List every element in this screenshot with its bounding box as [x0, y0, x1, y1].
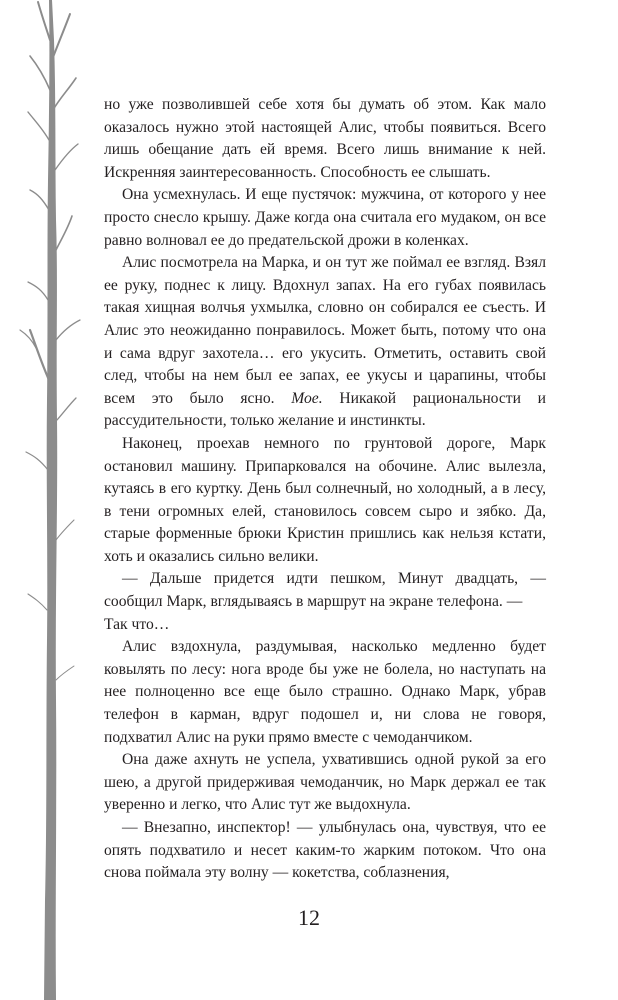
paragraph: [104, 636, 546, 749]
paragraph-text: Наконец, проехав немного по грунтовой дороге, Марк остановил машину. Припарковался на обочине. Алис вылезла, кутаясь в его куртку. День был солнечный, но холодный, а в лесу, в тени огромных елей, становилось совсем сыро и зябко. Да, старые форменные брюки Кристин пришлись как нельзя кстати, хоть и оказались сильно велики.: [104, 434, 546, 565]
paragraph: [104, 749, 546, 817]
body-text: [104, 94, 546, 885]
paragraph: [104, 568, 546, 613]
paragraph: [104, 252, 546, 433]
italic-text: Мое.: [291, 389, 323, 407]
paragraph: [104, 614, 546, 637]
paragraph-text: Она усмехнулась. И еще пустячок: мужчина, от которого у нее просто снесло крышу. Даже когда она считала его мудаком, он все равно волновал ее до предательской дрожи в коленках.: [104, 186, 546, 249]
paragraph: [104, 433, 546, 569]
paragraph-text: Алис вздохнула, раздумывая, насколько медленно будет ковылять по лесу: нога вроде бы уже не болела, но наступать на нее полноценно все еще было страшно. Однако Марк, убрав телефон в карман, вдруг подошел и, ни слова не говоря, подхватил Алис на руки прямо вместе с чемоданчиком.: [104, 638, 546, 746]
paragraph-text: Алис посмотрела на Марка, и он тут же поймал ее взгляд. Взял ее руку, поднес к лицу. Вдохнул запах. На его губах появилась такая хищная волчья ухмылка, словно он собирался ее съесть. И Алис это неожиданно понравилось. Может быть, потому что она и сама вдруг захотела… его укусить. Отметить, оставить свой след, чтобы на нем был ее запах, ее укусы и царапины, чтобы всем это было ясно.: [104, 254, 546, 407]
bare-tree-illustration: [0, 0, 100, 1000]
paragraph: [104, 817, 546, 885]
page-number: 12: [298, 905, 320, 930]
paragraph-text: — Внезапно, инспектор! — улыбнулась она, чувствуя, что ее опять подхватило и несет каким-то жарким потоком. Что она снова поймала эту волну — кокетства, соблазнения,: [104, 819, 546, 882]
paragraph-text: Она даже ахнуть не успела, ухватившись одной рукой за его шею, а другой придерживая чемоданчик, но Марк держал ее так уверенно и легко, что Алис тут же выдохнула.: [104, 751, 546, 814]
paragraph-text: но уже позволившей себе хотя бы думать об этом. Как мало оказалось нужно этой настоящей Алис, чтобы появиться. Всего лишь обещание дать ей время. Всего лишь внимание к ней. Искренняя заинтересованность. Способность ее слышать.: [104, 96, 546, 181]
paragraph: [104, 184, 546, 252]
paragraph-text: — Дальше придется идти пешком, Минут двадцать, — сообщил Марк, вглядываясь в маршрут на экране телефона. —: [104, 570, 546, 611]
paragraph-text: Никакой рациональности и рассудительности, только желание и инстинкты.: [104, 389, 546, 430]
paragraph-text: Так что…: [104, 615, 170, 633]
paragraph: [104, 94, 546, 184]
